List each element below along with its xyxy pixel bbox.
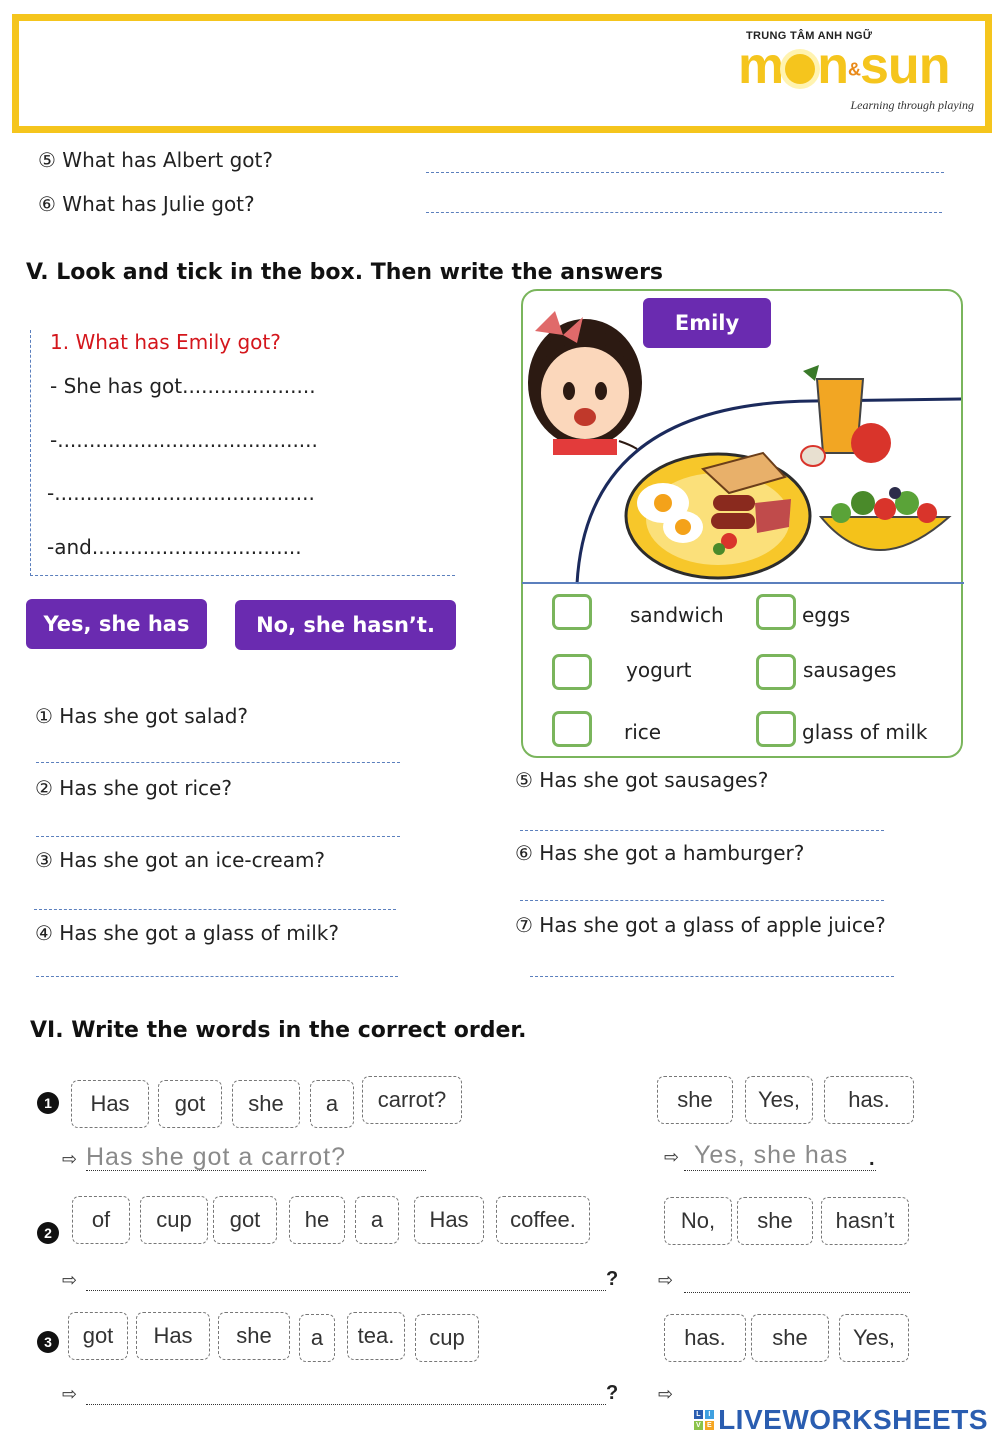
word-tile[interactable]: tea. [347,1312,405,1360]
word-tile[interactable]: Yes, [745,1076,813,1124]
logo-brand [738,37,950,95]
arrow-icon: ⇨ [664,1147,680,1168]
logo-top-text: TRUNG TÂM ANH NGỮ [746,30,873,42]
arrow-icon: ⇨ [62,1149,78,1170]
tick-box[interactable] [552,654,592,690]
grid-letter: L [694,1410,703,1419]
tick-box[interactable] [552,711,592,747]
arrow-icon: ⇨ [658,1384,674,1405]
no-answer-tag: No, she hasn’t. [235,600,456,650]
grid-letter: V [695,1422,702,1429]
answer-field[interactable] [426,212,942,213]
answer-field[interactable] [86,1170,426,1171]
salad-bowl-icon [821,487,949,550]
word-tile[interactable]: got [213,1196,277,1244]
answer-field[interactable] [86,1290,606,1291]
liveworksheets-icon [694,1410,714,1430]
word-tile[interactable]: coffee. [496,1196,590,1244]
logo-part-2: n [817,37,849,95]
breakfast-plate-icon [626,453,810,578]
option-label: glass of milk [802,720,928,744]
answer-field[interactable] [34,909,396,910]
word-tile[interactable]: Has [71,1080,149,1128]
word-tile[interactable]: she [218,1312,290,1360]
yes-no-question: ④ Has she got a glass of milk? [35,921,339,945]
yes-no-question: ③ Has she got an ice-cream? [35,848,326,872]
arrow-icon: ⇨ [658,1270,674,1291]
answer-field[interactable] [36,762,400,763]
tick-box[interactable] [756,594,796,630]
write-line[interactable]: -......................................... [47,481,315,505]
yes-answer-tag: Yes, she has [26,599,207,649]
word-tile[interactable]: a [355,1196,399,1244]
option-label: yogurt [626,658,692,682]
panel-divider [522,582,964,584]
logo-part-3: sun [860,37,950,95]
word-tile[interactable]: has. [664,1314,746,1362]
word-tile[interactable]: a [310,1080,354,1128]
word-tile[interactable]: she [737,1197,813,1245]
word-tile[interactable]: she [751,1314,829,1362]
word-tile[interactable]: got [68,1312,128,1360]
option-label: rice [624,720,662,744]
logo-tagline: Learning through playing [850,98,974,112]
answer-field[interactable] [36,836,400,837]
answer-field[interactable] [684,1292,910,1293]
word-tile[interactable]: of [72,1196,130,1244]
sun-icon [785,54,815,84]
tick-box[interactable] [756,654,796,690]
example-question: Has she got a carrot? [86,1143,347,1171]
write-line[interactable]: - She has got..................... [50,374,316,398]
word-tile[interactable]: Yes, [839,1314,909,1362]
juice-glass-icon [801,365,891,466]
word-tile[interactable]: Has [414,1196,484,1244]
liveworksheets-logo [694,1404,988,1436]
grid-letter: I [705,1410,714,1419]
main-question: 1. What has Emily got? [50,330,281,354]
row-number-badge: 2 [37,1222,59,1244]
option-label: eggs [802,603,851,627]
word-tile[interactable]: Has [136,1312,210,1360]
answer-field[interactable] [530,976,894,977]
character-name-tag: Emily [643,298,771,348]
prev-question: ⑤ What has Albert got? [38,148,273,172]
grid-letter: E [706,1422,713,1429]
answer-field[interactable] [520,830,884,831]
word-tile[interactable]: No, [664,1197,732,1245]
word-tile[interactable]: carrot? [362,1076,462,1124]
answer-field[interactable] [520,900,884,901]
footer-brand-text: LIVEWORKSHEETS [718,1404,988,1435]
row-number-badge: 1 [37,1092,59,1114]
section-title: VI. Write the words in the correct order. [30,1018,527,1043]
section-title: V. Look and tick in the box. Then write the answers [26,260,664,285]
word-tile[interactable]: she [657,1076,733,1124]
question-mark: ? [606,1268,619,1290]
word-tile[interactable]: has. [824,1076,914,1124]
word-tile[interactable]: he [289,1196,345,1244]
word-tile[interactable]: hasn’t [821,1197,909,1245]
yes-no-question: ② Has she got rice? [35,776,232,800]
option-label: sandwich [630,603,724,627]
word-tile[interactable]: got [158,1080,222,1128]
answer-field[interactable] [684,1170,876,1171]
arrow-icon: ⇨ [62,1270,78,1291]
tick-box[interactable] [756,711,796,747]
yes-no-question: ⑥ Has she got a hamburger? [515,841,805,865]
word-tile[interactable]: she [232,1080,300,1128]
tick-box[interactable] [552,594,592,630]
option-label: sausages [803,658,897,682]
logo-amp: & [848,59,861,80]
question-mark: ? [606,1382,619,1404]
yes-no-question: ① Has she got salad? [35,704,249,728]
sentence-end-dot: . [869,1148,875,1170]
girl-icon [528,311,642,455]
word-tile[interactable]: cup [140,1196,208,1244]
prev-question: ⑥ What has Julie got? [38,192,255,216]
word-tile[interactable]: cup [415,1314,479,1362]
answer-field[interactable] [86,1404,606,1405]
answer-field[interactable] [36,976,398,977]
yes-no-question: ⑤ Has she got sausages? [515,768,769,792]
arrow-icon: ⇨ [62,1384,78,1405]
yes-no-question: ⑦ Has she got a glass of apple juice? [515,913,886,937]
logo-part-1: m [738,37,784,95]
logo [738,30,978,120]
row-number-badge: 3 [37,1331,59,1353]
example-answer: Yes, she has [694,1141,849,1169]
answer-field[interactable] [426,172,944,173]
write-line[interactable]: -......................................... [50,428,318,452]
word-tile[interactable]: a [299,1314,335,1362]
write-line[interactable]: -and................................. [47,535,302,559]
